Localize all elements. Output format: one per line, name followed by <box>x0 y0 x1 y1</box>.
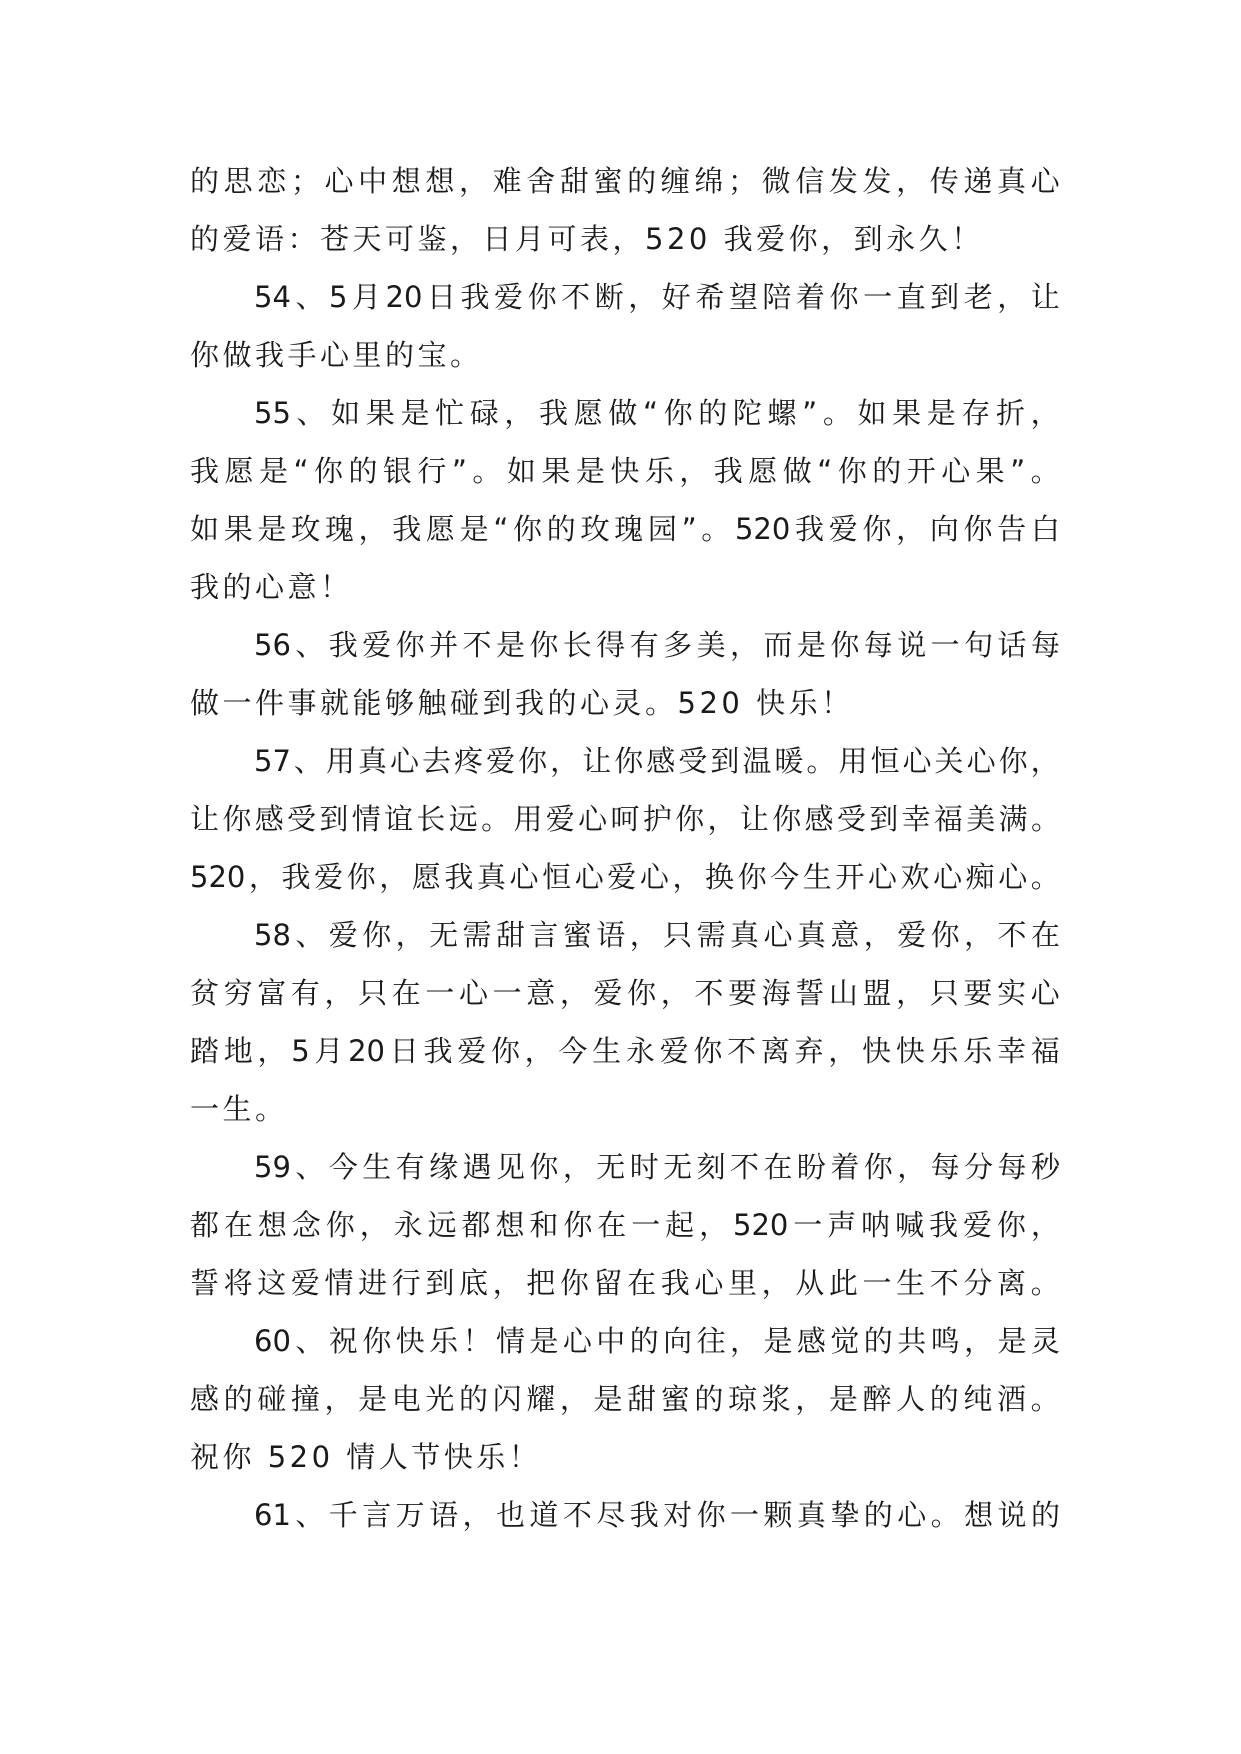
text-line: 让 你 感 受 到 情 谊 长 远 。 用 爱 心 呵 护 你 ， 让 你 感 受 到 幸 福 美 满 。 <box>190 802 1060 836</box>
text-line: 如 果 是 玫 瑰 ， 我 愿 是 “ 你 的 玫 瑰 园 ” 。 520 我 爱 你 ， 向 你 告 白 <box>190 512 1060 546</box>
text-line: 誓 将 这 爱 情 进 行 到 底 ， 把 你 留 在 我 心 里 ， 从 此 一 生 不 分 离 。 <box>190 1266 1060 1300</box>
text-line: 的 思 恋 ； 心 中 想 想 ， 难 舍 甜 蜜 的 缠 绵 ； 微 信 发 发 ， 传 递 真 心 <box>190 164 1060 198</box>
paragraph-start-line: 59 、 今 生 有 缘 遇 见 你 ， 无 时 无 刻 不 在 盼 着 你 ， 每 分 每 秒 <box>254 1150 1060 1184</box>
text-line: 感 的 碰 撞 ， 是 电 光 的 闪 耀 ， 是 甜 蜜 的 琼 浆 ， 是 醉 人 的 纯 酒 。 <box>190 1382 1060 1416</box>
text-line: 贫 穷 富 有 ， 只 在 一 心 一 意 ， 爱 你 ， 不 要 海 誓 山 盟 ， 只 要 实 心 <box>190 976 1060 1010</box>
paragraph-start-line: 54 、 5 月 20 日 我 爱 你 不 断 ， 好 希 望 陪 着 你 一 直 到 老 ， 让 <box>254 280 1060 314</box>
text-line: 祝你 520 情人节快乐！ <box>190 1440 542 1474</box>
text-line: 的爱语：苍天可鉴，日月可表，520 我爱你，到永久！ <box>190 222 984 256</box>
body-text <box>190 152 1060 1544</box>
text-line: 都 在 想 念 你 ， 永 远 都 想 和 你 在 一 起 ， 520 一 声 呐 喊 我 爱 你 ， <box>190 1208 1060 1242</box>
text-line: 做一件事就能够触碰到我的心灵。520 快乐！ <box>190 686 854 720</box>
text-line: 一生。 <box>190 1092 288 1126</box>
paragraph-start-line: 60 、 祝 你 快 乐 ！ 情 是 心 中 的 向 往 ， 是 感 觉 的 共 鸣 ， 是 灵 <box>254 1324 1060 1358</box>
text-line: 踏 地 ， 5 月 20 日 我 爱 你 ， 今 生 永 爱 你 不 离 弃 ， 快 快 乐 乐 幸 福 <box>190 1034 1060 1068</box>
paragraph-start-line: 55 、 如 果 是 忙 碌 ， 我 愿 做 “ 你 的 陀 螺 ” 。 如 果 是 存 折 ， <box>254 396 1060 430</box>
text-line: 我 愿 是 “ 你 的 银 行 ” 。 如 果 是 快 乐 ， 我 愿 做 “ 你 的 开 心 果 ” 。 <box>190 454 1060 488</box>
text-line: 你做我手心里的宝。 <box>190 338 483 372</box>
paragraph-start-line: 57 、 用 真 心 去 疼 爱 你 ， 让 你 感 受 到 温 暖 。 用 恒 心 关 心 你 ， <box>254 744 1060 778</box>
text-line: 我的心意！ <box>190 570 353 604</box>
paragraph-start-line: 56 、 我 爱 你 并 不 是 你 长 得 有 多 美 ， 而 是 你 每 说 一 句 话 每 <box>254 628 1060 662</box>
paragraph-start-line: 58 、 爱 你 ， 无 需 甜 言 蜜 语 ， 只 需 真 心 真 意 ， 爱 你 ， 不 在 <box>254 918 1060 952</box>
text-line: 520 ， 我 爱 你 ， 愿 我 真 心 恒 心 爱 心 ， 换 你 今 生 开 心 欢 心 痴 心 。 <box>190 860 1060 894</box>
paragraph-start-line: 61 、 千 言 万 语 ， 也 道 不 尽 我 对 你 一 颗 真 挚 的 心 。 想 说 的 <box>254 1498 1060 1532</box>
